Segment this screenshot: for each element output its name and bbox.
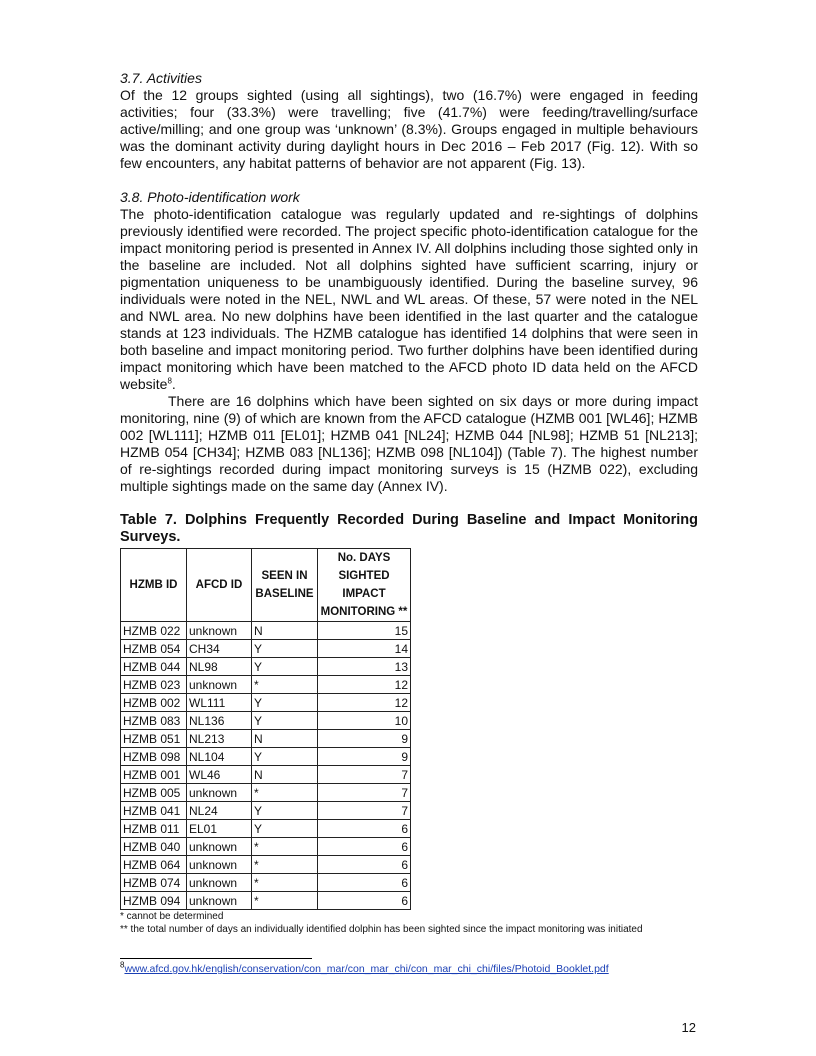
cell-hzmb-id: HZMB 023: [121, 676, 187, 694]
dolphin-table: [120, 548, 411, 910]
cell-hzmb-id: HZMB 041: [121, 802, 187, 820]
header-afcd-id: AFCD ID: [187, 549, 252, 622]
cell-days-sighted: 6: [318, 820, 411, 838]
header-hzmb-id: HZMB ID: [121, 549, 187, 622]
cell-days-sighted: 7: [318, 784, 411, 802]
cell-hzmb-id: HZMB 040: [121, 838, 187, 856]
cell-days-sighted: 13: [318, 658, 411, 676]
cell-seen-in-baseline: *: [252, 892, 318, 910]
cell-days-sighted: 10: [318, 712, 411, 730]
table-row: [121, 838, 411, 856]
cell-days-sighted: 6: [318, 892, 411, 910]
cell-afcd-id: unknown: [187, 676, 252, 694]
cell-seen-in-baseline: N: [252, 730, 318, 748]
table-row: [121, 874, 411, 892]
table-row: [121, 730, 411, 748]
photo-id-paragraph-1: The photo-identification catalogue was regularly updated and re-sightings of dolphins previously identified were recorded. The project specific photo-identification catalogue for the impact monitoring period is presented in Annex IV. All dolphins including those sighted only in the baseline are included. Not all dolphins sighted have sufficient scarring, injury or pigmentation uniqueness to be unambiguously identified. During the baseline survey, 96 individuals were noted in the NEL, NWL and WL areas. Of these, 57 were noted in the NEL and NWL area. No new dolphins have been identified in the last quarter and the catalogue stands at 123 individuals. The HZMB catalogue has identified 14 dolphins that were seen in both baseline and impact monitoring period. Two further dolphins have been identified during impact monitoring which have been matched to the AFCD photo ID data held on the AFCD website$^8$.: [120, 206, 698, 392]
cell-afcd-id: unknown: [187, 622, 252, 640]
cell-afcd-id: WL111: [187, 694, 252, 712]
cell-seen-in-baseline: Y: [252, 802, 318, 820]
cell-seen-in-baseline: Y: [252, 748, 318, 766]
activities-paragraph: Of the 12 groups sighted (using all sightings), two (16.7%) were engaged in feeding activities; four (33.3%) were travelling; five (41.7%) were feeding/travelling/surface active/milling; and one group was ‘unknown’ (8.3%). Groups engaged in multiple behaviours was the dominant activity during daylight hours in Dec 2016 – Feb 2017 (Fig. 12). With so few encounters, any habitat patterns of behavior are not apparent (Fig. 13).: [120, 87, 698, 171]
cell-days-sighted: 9: [318, 730, 411, 748]
cell-hzmb-id: HZMB 064: [121, 856, 187, 874]
footnote-number: 8: [120, 960, 125, 970]
cell-afcd-id: NL24: [187, 802, 252, 820]
cell-hzmb-id: HZMB 051: [121, 730, 187, 748]
cell-hzmb-id: HZMB 074: [121, 874, 187, 892]
cell-afcd-id: NL104: [187, 748, 252, 766]
cell-hzmb-id: HZMB 022: [121, 622, 187, 640]
cell-afcd-id: NL98: [187, 658, 252, 676]
cell-hzmb-id: HZMB 011: [121, 820, 187, 838]
cell-days-sighted: 12: [318, 694, 411, 712]
cell-seen-in-baseline: Y: [252, 820, 318, 838]
cell-hzmb-id: HZMB 083: [121, 712, 187, 730]
footnote-ref: 8: [167, 376, 172, 386]
footnote: [120, 960, 698, 975]
header-days-sighted: No. DAYS SIGHTED IMPACT MONITORING **: [318, 549, 411, 622]
cell-seen-in-baseline: *: [252, 838, 318, 856]
cell-hzmb-id: HZMB 094: [121, 892, 187, 910]
document-page: [120, 70, 698, 975]
table-note-double-asterisk: ** the total number of days an individually identified dolphin has been sighted since the impact monitoring was initiated: [120, 924, 643, 935]
cell-afcd-id: CH34: [187, 640, 252, 658]
cell-seen-in-baseline: *: [252, 676, 318, 694]
cell-seen-in-baseline: Y: [252, 640, 318, 658]
cell-seen-in-baseline: N: [252, 766, 318, 784]
cell-seen-in-baseline: *: [252, 874, 318, 892]
cell-hzmb-id: HZMB 001: [121, 766, 187, 784]
cell-hzmb-id: HZMB 098: [121, 748, 187, 766]
cell-afcd-id: NL213: [187, 730, 252, 748]
table-row: [121, 694, 411, 712]
cell-days-sighted: 12: [318, 676, 411, 694]
cell-afcd-id: WL46: [187, 766, 252, 784]
table-row: [121, 784, 411, 802]
cell-afcd-id: unknown: [187, 784, 252, 802]
table-body: [121, 622, 411, 910]
table-row: [121, 640, 411, 658]
table-row: [121, 676, 411, 694]
table-row: [121, 748, 411, 766]
cell-seen-in-baseline: Y: [252, 658, 318, 676]
cell-hzmb-id: HZMB 044: [121, 658, 187, 676]
cell-afcd-id: EL01: [187, 820, 252, 838]
footnote-link[interactable]: www.afcd.gov.hk/english/conservation/con_mar/con_mar_chi/con_mar_chi_chi/files/Photoid_Booklet.pdf: [124, 963, 609, 975]
table-row: [121, 802, 411, 820]
cell-afcd-id: NL136: [187, 712, 252, 730]
table-row: [121, 622, 411, 640]
table-row: [121, 712, 411, 730]
cell-days-sighted: 9: [318, 748, 411, 766]
table-row: [121, 892, 411, 910]
cell-seen-in-baseline: Y: [252, 712, 318, 730]
header-seen-in-baseline: SEEN IN BASELINE: [252, 549, 318, 622]
table-title: Table 7. Dolphins Frequently Recorded During Baseline and Impact Monitoring Surveys.: [120, 512, 698, 545]
cell-hzmb-id: HZMB 054: [121, 640, 187, 658]
cell-seen-in-baseline: *: [252, 784, 318, 802]
table-row: [121, 658, 411, 676]
footnote-divider: [120, 958, 312, 959]
cell-hzmb-id: HZMB 002: [121, 694, 187, 712]
cell-days-sighted: 6: [318, 838, 411, 856]
cell-afcd-id: unknown: [187, 838, 252, 856]
table-header-row: [121, 549, 411, 622]
cell-seen-in-baseline: Y: [252, 694, 318, 712]
cell-afcd-id: unknown: [187, 856, 252, 874]
cell-days-sighted: 6: [318, 874, 411, 892]
cell-afcd-id: unknown: [187, 874, 252, 892]
cell-days-sighted: 6: [318, 856, 411, 874]
cell-days-sighted: 15: [318, 622, 411, 640]
cell-days-sighted: 7: [318, 766, 411, 784]
table-row: [121, 766, 411, 784]
photo-id-paragraph-2: There are 16 dolphins which have been sighted on six days or more during impact monitoring, nine (9) of which are known from the AFCD catalogue (HZMB 001 [WL46]; HZMB 002 [WL111]; HZMB 011 [EL01]; HZMB 041 [NL24]; HZMB 044 [NL98]; HZMB 51 [NL213]; HZMB 054 [CH34]; HZMB 083 [NL136]; HZMB 098 [NL104]) (Table 7). The highest number of re-sightings recorded during impact monitoring surveys is 15 (HZMB 022), excluding multiple sightings made on the same day (Annex IV).: [120, 393, 698, 494]
table-note-asterisk: * cannot be determined: [120, 911, 224, 922]
table-row: [121, 820, 411, 838]
page-number: 12: [681, 1020, 696, 1035]
cell-afcd-id: unknown: [187, 892, 252, 910]
section-heading-activities: 3.7. Activities: [120, 70, 202, 86]
cell-days-sighted: 7: [318, 802, 411, 820]
cell-seen-in-baseline: *: [252, 856, 318, 874]
cell-seen-in-baseline: N: [252, 622, 318, 640]
section-heading-photo-id: 3.8. Photo-identification work: [120, 189, 300, 205]
cell-days-sighted: 14: [318, 640, 411, 658]
table-row: [121, 856, 411, 874]
cell-hzmb-id: HZMB 005: [121, 784, 187, 802]
